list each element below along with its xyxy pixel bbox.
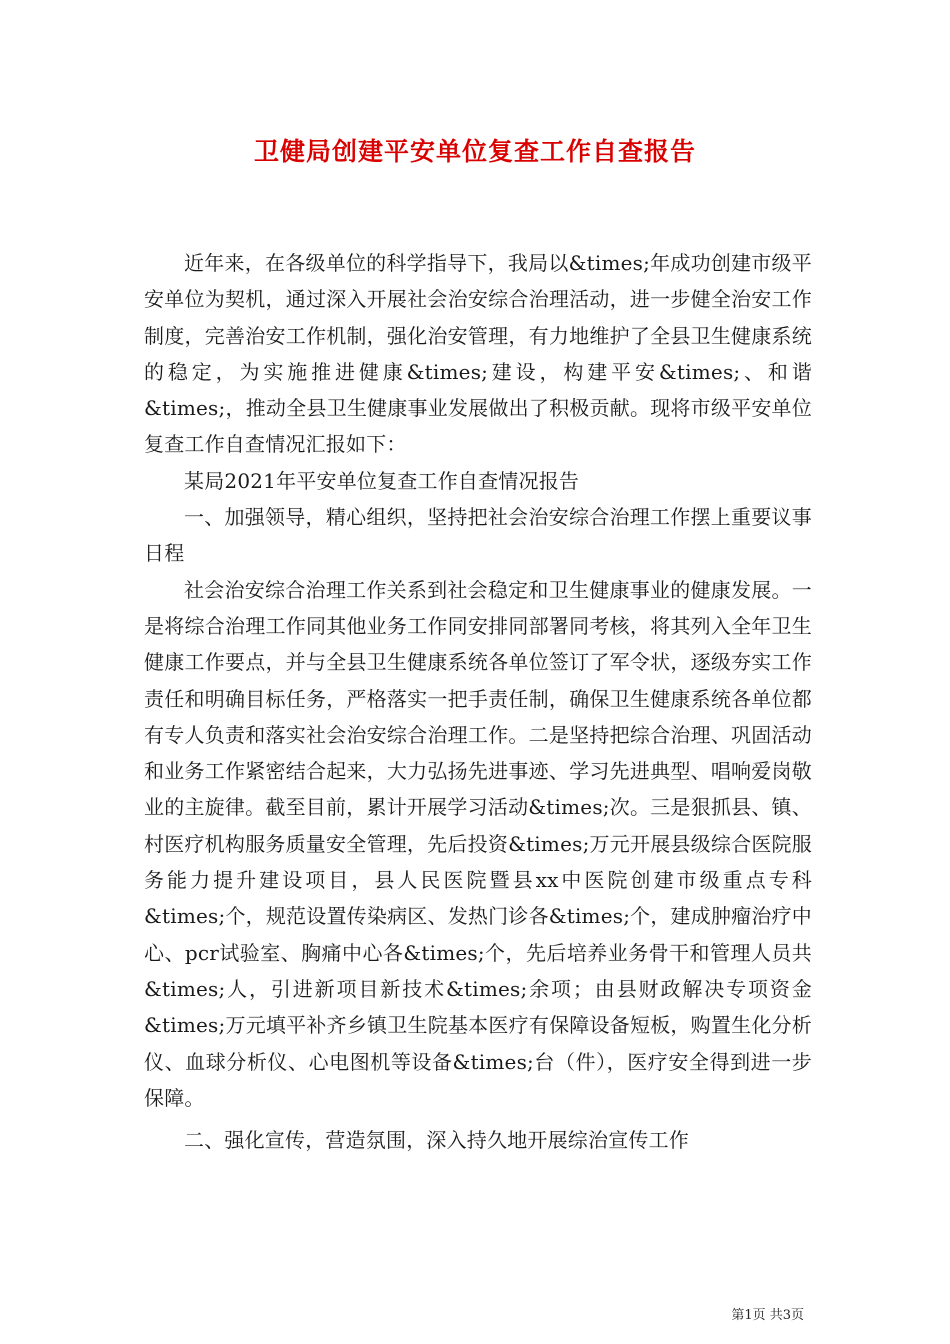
section-heading-1: 一、加强领导，精心组织，坚持把社会治安综合治理工作摆上重要议事日程 [144, 505, 812, 566]
report-subtitle: 某局2021年平安单位复查工作自查情况报告 [184, 468, 580, 493]
section-1-paragraph: 社会治安综合治理工作关系到社会稳定和卫生健康事业的健康发展。一是将综合治理工作同其他业务工作同安排同部署同考核，将其列入全年卫生健康工作要点，并与全县卫生健康系统各单位签订了军令状，逐级夯实工作责任和明确目标任务，严格落实一把手责任制，确保卫生健康系统各单位都有专人负责和落实社会治安综合治理工作。二是坚持把综合治理、巩固活动和业务工作紧密结合起来，大力弘扬先进事迹、学习先进典型、唱响爱岗敬业的主旋律。截至目前，累计开展学习活动&times;次。三是狠抓县、镇、村医疗机构服务质量安全管理，先后投资&times;万元开展县级综合医院服务能力提升建设项目，县人民医院暨县xx中医院创建市级重点专科&times;个，规范设置传染病区、发热门诊各&times;个，建成肿瘤治疗中心、pcr试验室、胸痛中心各&times;个，先后培养业务骨干和管理人员共&times;人，引进新项目新技术&times;余项；由县财政解决专项资金&times;万元填平补齐乡镇卫生院基本医疗有保障设备短板，购置生化分析仪、血球分析仪、心电图机等设备&times;台（件），医疗安全得到进一步保障。 [144, 577, 812, 1110]
page-number: 第1页 共3页 [731, 1308, 804, 1323]
document-body [144, 245, 812, 1158]
document-title: 卫健局创建平安单位复查工作自查报告 [253, 137, 696, 166]
section-heading-2: 二、强化宣传，营造氛围，深入持久地开展综治宣传工作 [184, 1128, 689, 1153]
intro-paragraph: 近年来，在各级单位的科学指导下，我局以&times;年成功创建市级平安单位为契机，通过深入开展社会治安综合治理活动，进一步健全治安工作制度，完善治安工作机制，强化治安管理，有力地维护了全县卫生健康系统的稳定，为实施推进健康&times;建设，构建平安&times;、和谐&times;，推动全县卫生健康事业发展做出了积极贡献。现将市级平安单位复查工作自查情况汇报如下： [144, 251, 812, 457]
